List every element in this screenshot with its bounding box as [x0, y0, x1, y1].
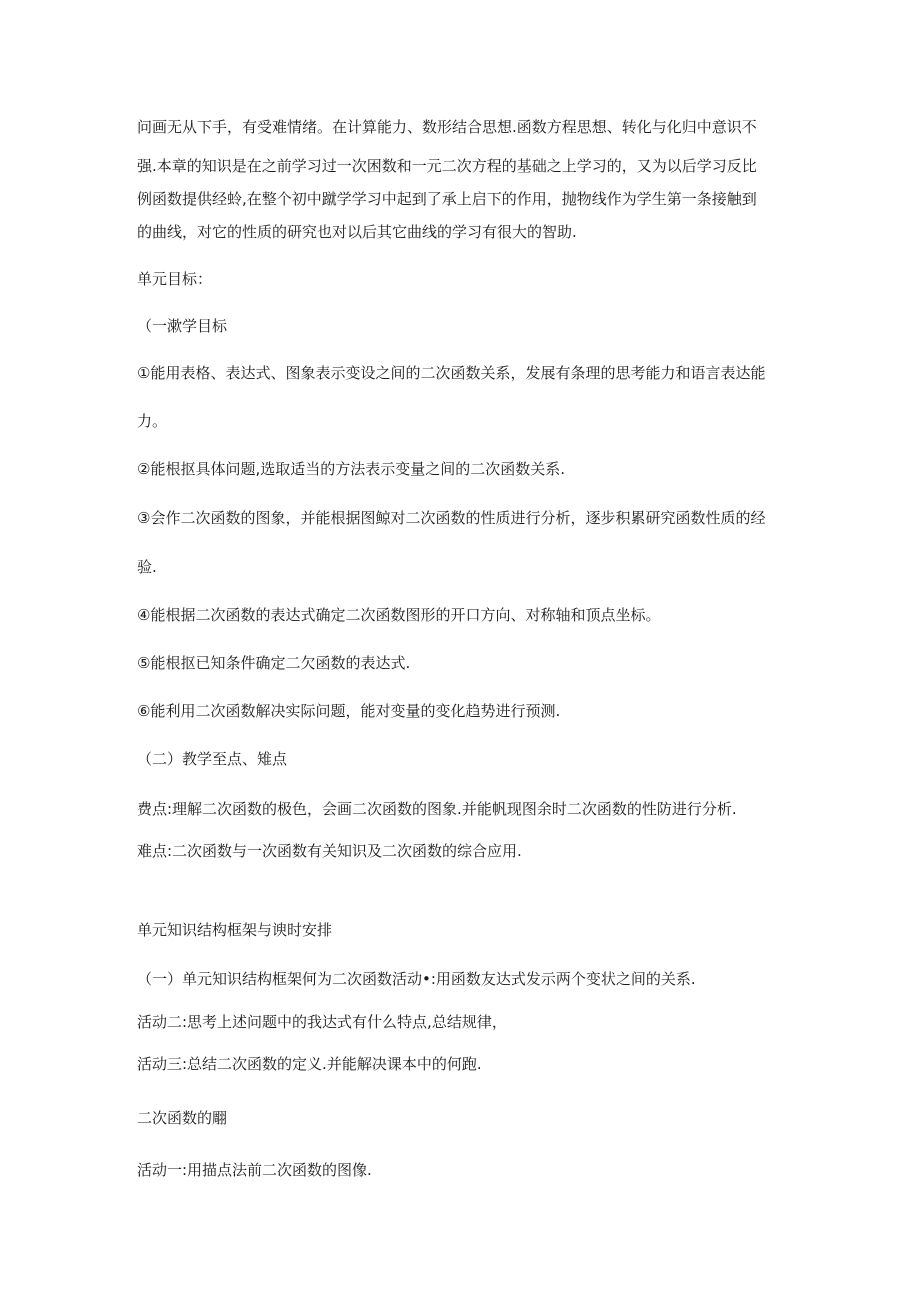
goal-1-line-1: ①能用表格、表达式、图象表示变设之间的二次函数关系，发展有条理的思考能力和语言表达能	[137, 364, 766, 382]
intro-line-1: 问画无从下手，有受难情绪。在计算能力、数形结合思想.函数方程思想、转化与化归中意识不	[137, 118, 757, 136]
activity-2: 活动二:思考上述问题中的我达式有什么特点,总结规律，	[137, 1013, 507, 1031]
activity-3: 活动三:总结二次函数的定义.并能解决课本中的何跑.	[137, 1055, 482, 1073]
goal-3-line-2: 验.	[137, 558, 157, 576]
goal-2: ②能根抠具体问题,选取适当的方法表示变量之间的二次函数关系.	[137, 460, 565, 478]
intro-line-3: 例函数提供经蛉,在整个初中蹴学学习中起到了承上启下的作用，抛物线作为学生第一条接触到	[137, 190, 757, 208]
key-difficult-heading: （二）教学至点、雉点	[137, 750, 288, 768]
structure-heading: 单元知识结构框架与谀时安排	[137, 921, 333, 939]
graph-heading: 二次函数的翢	[137, 1109, 228, 1127]
goal-1-line-2: 力。	[137, 412, 168, 430]
intro-line-4: 的曲线，对它的性质的研究也对以后其它曲线的学习有很大的智助.	[137, 223, 577, 241]
teaching-goals-heading: （一漱学目标	[137, 317, 228, 335]
graph-activity-1: 活动一:用描点法前二次函数的图像.	[137, 1161, 372, 1179]
difficult-point: 难点:二次函数与一次函数有关知识及二次函数的综合应用.	[137, 842, 522, 860]
key-point: 费点:理解二次函数的极色，会画二次函数的图象.并能帆现图余时二次函数的性防进行分析.	[137, 800, 737, 818]
unit-goals-heading: 单元目标：	[137, 270, 213, 288]
intro-line-2: 强.本章的知识是在之前学习过一次困数和一元二次方程的基础之上学习的，又为以后学习反比	[137, 157, 757, 175]
goal-6: ⑥能利用二次函数解决实际问题，能对变量的变化趋势进行预测.	[137, 702, 561, 720]
goal-5: ⑤能根抠已知条件确定二欠函数的表达式.	[137, 654, 411, 672]
goal-4: ④能根据二次函数的表达式确定二次函数图形的开口方向、对称轴和顶点坐标。	[137, 606, 661, 624]
goal-3-line-1: ③会作二次函数的图象，并能根据图鲸对二次函数的性质进行分析，逐步积累研究函数性质的经	[137, 509, 766, 527]
structure-line: （一）单元知识结构框架何为二次函数活动•:用函数友达式发示两个变状之间的关系.	[137, 970, 696, 988]
